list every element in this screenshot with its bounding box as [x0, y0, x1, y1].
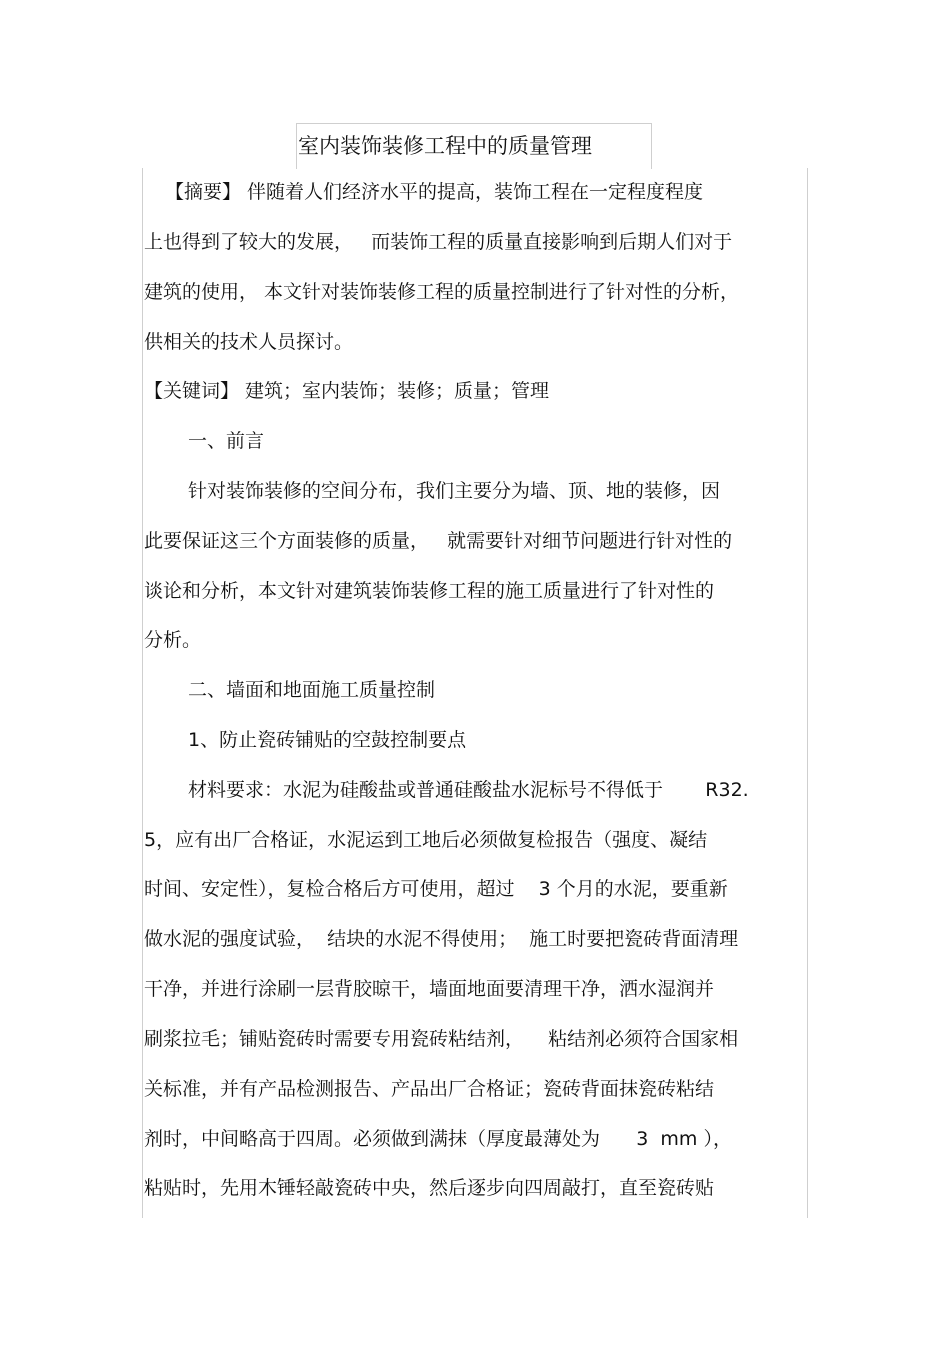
- paragraph-line: 此要保证这三个方面装修的质量， 就需要针对细节问题进行针对性的: [144, 530, 733, 552]
- abstract-line-4: 供相关的技术人员探讨。: [144, 331, 354, 353]
- paragraph-line: 材料要求：水泥为硅酸盐或普通硅酸盐水泥标号不得低于 R32.: [188, 779, 749, 801]
- paragraph-line: 粘贴时，先用木锤轻敲瓷砖中央，然后逐步向四周敲打，直至瓷砖贴: [144, 1177, 715, 1199]
- paragraph-line: 谈论和分析，本文针对建筑装饰装修工程的施工质量进行了针对性的: [144, 580, 715, 602]
- abstract-line-3: 建筑的使用， 本文针对装饰装修工程的质量控制进行了针对性的分析，: [144, 281, 740, 303]
- paragraph-line: 剂时，中间略高于四周。必须做到满抹（厚度最薄处为 3 mm ），: [144, 1128, 732, 1150]
- document-title: 室内装饰装修工程中的质量管理: [298, 134, 592, 158]
- keywords-line: 【关键词】 建筑；室内装饰；装修；质量；管理: [144, 380, 550, 402]
- paragraph-line: 关标准，并有产品检测报告、产品出厂合格证；瓷砖背面抹瓷砖粘结: [144, 1078, 715, 1100]
- paragraph-line: 时间、安定性），复检合格后方可使用，超过 3 个月的水泥，要重新: [144, 878, 728, 900]
- abstract-line-1: 【摘要】 伴随着人们经济水平的提高，装饰工程在一定程度程度: [165, 181, 704, 203]
- paragraph-line: 刷浆拉毛；铺贴瓷砖时需要专用瓷砖粘结剂， 粘结剂必须符合国家相: [144, 1028, 739, 1050]
- abstract-line-2: 上也得到了较大的发展， 而装饰工程的质量直接影响到后期人们对于: [144, 231, 733, 253]
- section-heading-1: 一、前言: [188, 430, 265, 452]
- paragraph-line: 干净，并进行涂刷一层背胶晾干，墙面地面要清理干净，洒水湿润并: [144, 978, 715, 1000]
- subsection-heading: 1、防止瓷砖铺贴的空鼓控制要点: [188, 729, 467, 751]
- paragraph-line: 分析。: [144, 629, 202, 651]
- paragraph-line: 针对装饰装修的空间分布，我们主要分为墙、顶、地的装修，因: [188, 480, 721, 502]
- paragraph-line: 5，应有出厂合格证，水泥运到工地后必须做复检报告（强度、凝结: [144, 829, 708, 851]
- section-heading-2: 二、墙面和地面施工质量控制: [188, 679, 436, 701]
- paragraph-line: 做水泥的强度试验， 结块的水泥不得使用； 施工时要把瓷砖背面清理: [144, 928, 739, 950]
